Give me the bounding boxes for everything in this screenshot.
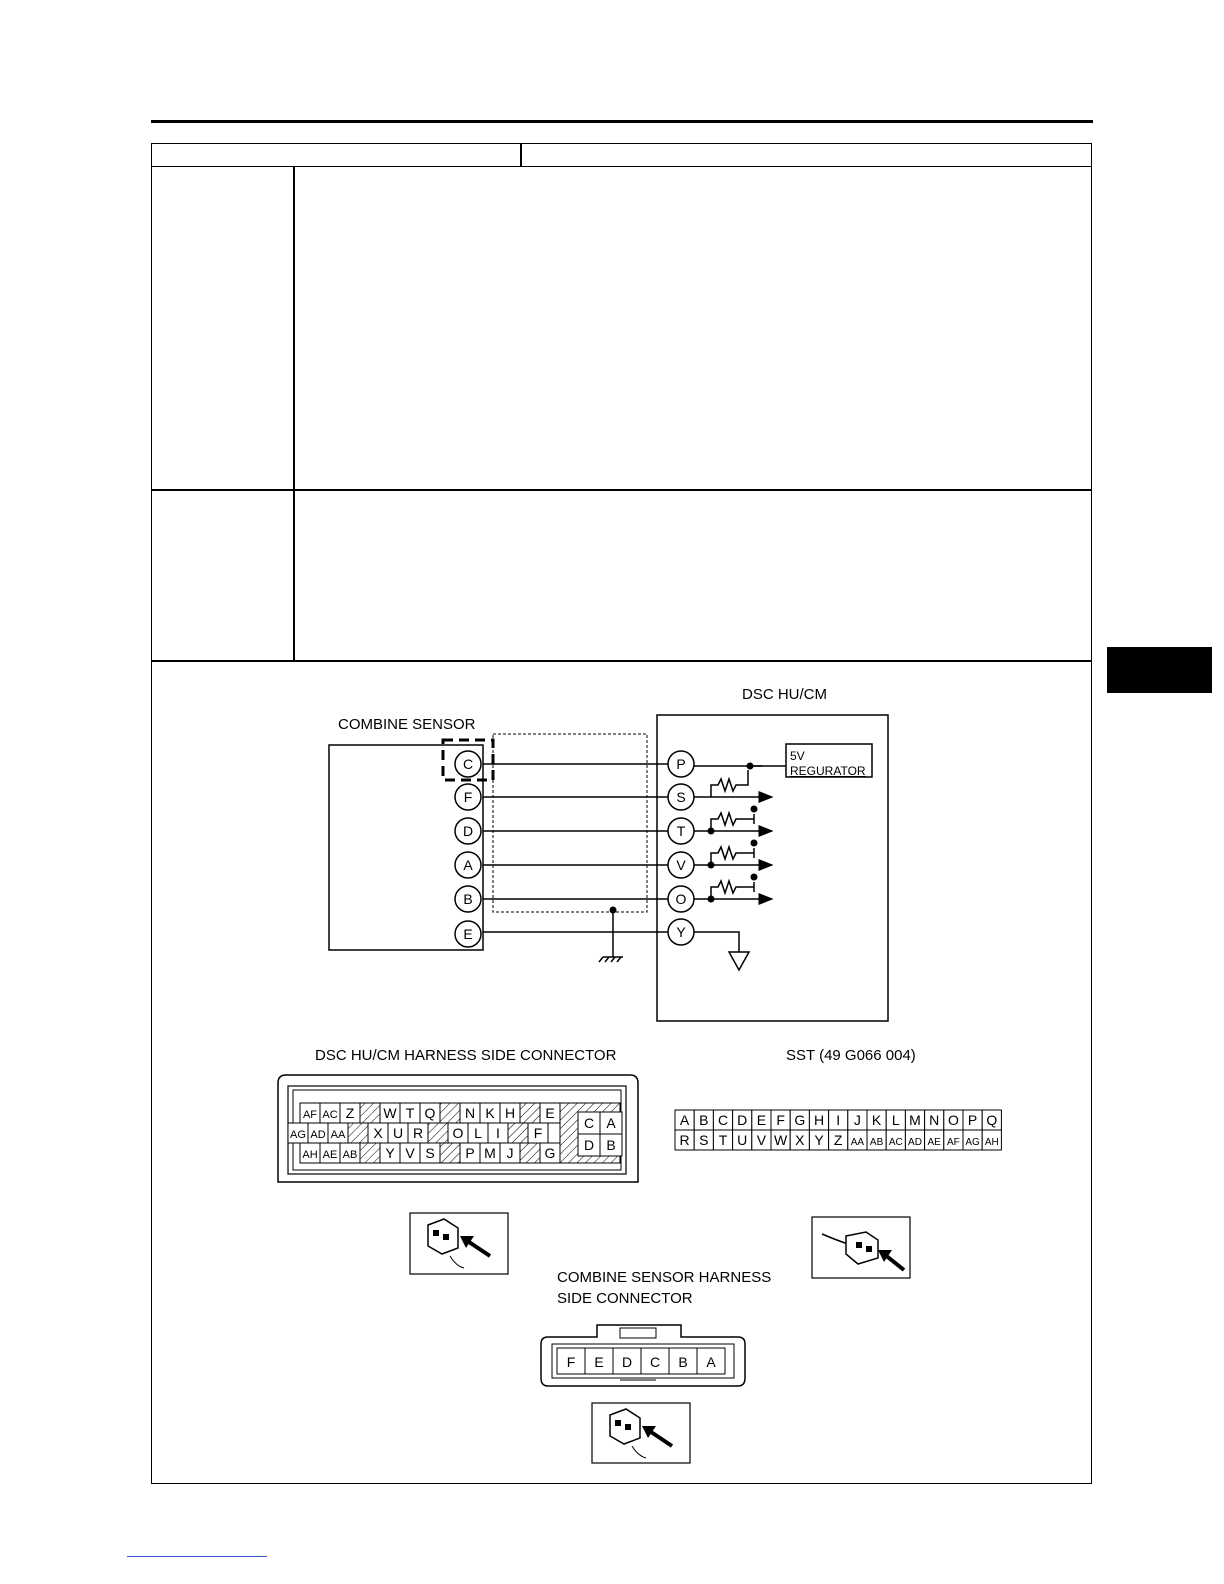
combine-sensor-connector bbox=[541, 1325, 745, 1386]
sst-pin-label: Y bbox=[814, 1132, 824, 1148]
harness-pin-label: K bbox=[485, 1105, 495, 1121]
sst-pin-label: N bbox=[929, 1112, 940, 1128]
harness-pin-label: J bbox=[506, 1145, 514, 1161]
sst-pin-label: U bbox=[737, 1132, 748, 1148]
harness-pin-label: N bbox=[464, 1105, 476, 1121]
harness-pin-label: B bbox=[606, 1137, 616, 1153]
harness-pin-label: AC bbox=[322, 1109, 338, 1121]
dsc-pins bbox=[668, 751, 694, 945]
sst-pin-label: AB bbox=[869, 1137, 884, 1148]
sst-pin-label: B bbox=[699, 1112, 709, 1128]
harness-pin-label: AA bbox=[330, 1129, 346, 1141]
dsc-pin-label: V bbox=[676, 857, 686, 873]
sensor-pin-label: B bbox=[463, 891, 473, 907]
dsc-pin-label: S bbox=[676, 789, 686, 805]
sst-pin-label: AD bbox=[908, 1137, 922, 1148]
dsc-title: DSC HU/CM bbox=[742, 686, 827, 703]
regulator-label-1: 5V bbox=[790, 749, 805, 763]
combine-sensor-title: COMBINE SENSOR bbox=[338, 716, 476, 733]
sst-pin-label: M bbox=[909, 1112, 921, 1128]
harness-pin-label: AD bbox=[310, 1129, 326, 1141]
sst-pin-label: C bbox=[717, 1112, 729, 1128]
harness-pin-label: Q bbox=[424, 1105, 436, 1121]
sst-pin-label: D bbox=[737, 1112, 748, 1128]
harness-connector bbox=[278, 1075, 638, 1182]
harness-connector-title: DSC HU/CM HARNESS SIDE CONNECTOR bbox=[315, 1047, 617, 1064]
sst-pin-label: V bbox=[756, 1132, 767, 1148]
sst-pin-label: L bbox=[891, 1112, 900, 1128]
sst-pin-label: AH bbox=[984, 1137, 999, 1148]
combine-pin-label: C bbox=[649, 1354, 661, 1370]
harness-pin-label: A bbox=[606, 1115, 616, 1131]
sst-pin-label: A bbox=[679, 1112, 690, 1128]
sst-pin-label: AA bbox=[850, 1137, 865, 1148]
harness-pin-label: S bbox=[425, 1145, 435, 1161]
harness-pin-label: V bbox=[405, 1145, 415, 1161]
connector-view-icon bbox=[812, 1217, 910, 1278]
combine-pin-label: B bbox=[678, 1354, 688, 1370]
harness-pin-label: M bbox=[484, 1145, 496, 1161]
sst-pin-label: Z bbox=[833, 1132, 843, 1148]
sensor-pin-label: C bbox=[462, 756, 474, 772]
sst-pin-label: AG bbox=[965, 1137, 980, 1148]
harness-pin-label: AH bbox=[302, 1149, 318, 1161]
harness-pin-label: G bbox=[544, 1145, 556, 1161]
sensor-pin-label: F bbox=[463, 789, 473, 805]
sst-pin-label: AF bbox=[947, 1137, 960, 1148]
harness-pin-label: H bbox=[504, 1105, 516, 1121]
sst-pin-label: I bbox=[836, 1112, 841, 1128]
sst-pin-label: R bbox=[679, 1132, 690, 1148]
harness-pin-label: Y bbox=[385, 1145, 395, 1161]
harness-pin-label: D bbox=[583, 1137, 595, 1153]
sst-pin-label: F bbox=[776, 1112, 785, 1128]
harness-pin-label: U bbox=[392, 1125, 404, 1141]
dsc-pin-label: O bbox=[675, 891, 687, 907]
sst-pin-label: O bbox=[947, 1112, 959, 1128]
sst-pin-label: T bbox=[718, 1132, 728, 1148]
sst-pin-label: S bbox=[699, 1132, 709, 1148]
harness-pin-label: W bbox=[383, 1105, 397, 1121]
sensor-pin-label: A bbox=[463, 857, 473, 873]
harness-pin-label: T bbox=[405, 1105, 415, 1121]
sensor-pin-label: E bbox=[463, 926, 473, 942]
sst-pin-label: AE bbox=[927, 1137, 941, 1148]
combine-pin-label: F bbox=[566, 1354, 576, 1370]
harness-pin-label: L bbox=[474, 1125, 482, 1141]
sst-pin-label: W bbox=[773, 1132, 788, 1148]
shield-box bbox=[493, 734, 647, 912]
regulator-label-2: REGURATOR bbox=[790, 764, 866, 778]
harness-pin-label: C bbox=[583, 1115, 595, 1131]
combine-connector-title-1: COMBINE SENSOR HARNESS bbox=[557, 1269, 772, 1286]
harness-pin-label: P bbox=[465, 1145, 475, 1161]
dsc-pin-label: P bbox=[676, 756, 686, 772]
sst-pin-label: AC bbox=[888, 1137, 903, 1148]
harness-pin-label: Z bbox=[345, 1105, 355, 1121]
sst-pin-label: X bbox=[795, 1132, 805, 1148]
sst-connector bbox=[675, 1110, 1001, 1150]
dsc-pin-label: T bbox=[676, 823, 686, 839]
wires bbox=[483, 764, 786, 970]
sst-pin-label: K bbox=[871, 1112, 882, 1128]
sst-pin-label: Q bbox=[986, 1112, 998, 1128]
combine-pin-label: A bbox=[706, 1354, 716, 1370]
harness-pin-label: AE bbox=[322, 1149, 338, 1161]
harness-pin-label: E bbox=[545, 1105, 555, 1121]
sst-pin-label: G bbox=[794, 1112, 806, 1128]
dsc-pin-label: Y bbox=[676, 924, 686, 940]
sst-pin-label: E bbox=[756, 1112, 767, 1128]
connector-view-icon bbox=[410, 1213, 508, 1274]
harness-pin-label: O bbox=[452, 1125, 464, 1141]
harness-pin-label: AF bbox=[302, 1109, 318, 1121]
sst-pin-label: H bbox=[813, 1112, 825, 1128]
harness-pin-label: F bbox=[533, 1125, 543, 1141]
sensor-pin-label: D bbox=[462, 823, 474, 839]
harness-pin-label: AG bbox=[290, 1129, 306, 1141]
combine-sensor-box bbox=[329, 745, 483, 950]
combine-pin-label: D bbox=[621, 1354, 633, 1370]
combine-connector-title-2: SIDE CONNECTOR bbox=[557, 1290, 693, 1307]
combine-pin-label: E bbox=[594, 1354, 604, 1370]
sst-pin-label: P bbox=[967, 1112, 978, 1128]
harness-pin-label: AB bbox=[342, 1149, 358, 1161]
sst-pin-label: J bbox=[853, 1112, 861, 1128]
harness-pin-label: X bbox=[373, 1125, 383, 1141]
sst-title: SST (49 G066 004) bbox=[786, 1047, 916, 1064]
harness-pin-label: I bbox=[496, 1125, 500, 1141]
connector-view-icon bbox=[592, 1403, 690, 1463]
harness-pin-label: R bbox=[412, 1125, 424, 1141]
